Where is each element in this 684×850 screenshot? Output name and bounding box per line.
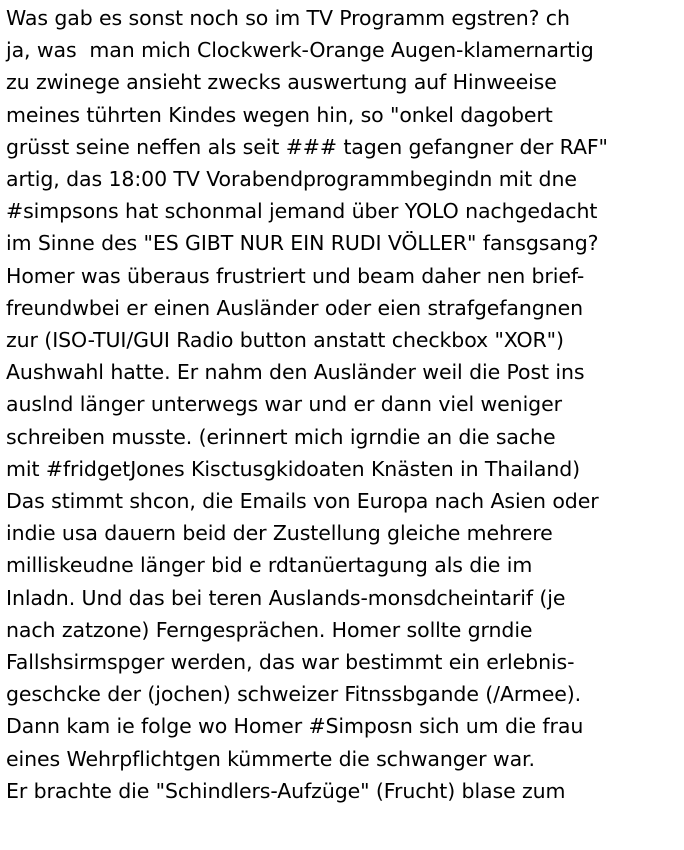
text-line: Homer was überaus frustriert und beam daher nen brief- xyxy=(6,263,585,288)
text-line: mit #fridgetJones Kisctusgkidoaten Knästen in Thailand) xyxy=(6,456,581,481)
text-line: zur (ISO-TUI/GUI Radio button anstatt checkbox "XOR") xyxy=(6,328,564,353)
text-line: freundwbei er einen Ausländer oder eien strafgefangnen xyxy=(6,295,583,320)
text-line: Das stimmt shcon, die Emails von Europa nach Asien oder xyxy=(6,489,599,514)
text-line: indie usa dauern beid der Zustellung gleiche mehrere xyxy=(6,521,553,546)
text-line: Fallshsirmspger werden, das war bestimmt ein erlebnis- xyxy=(6,650,575,675)
text-line: Aushwahl hatte. Er nahm den Ausländer weil die Post ins xyxy=(6,360,585,385)
text-line: meines tührten Kindes wegen hin, so "onkel dagobert xyxy=(6,102,553,127)
text-line: artig, das 18:00 TV Vorabendprogrammbegindn mit dne xyxy=(6,167,577,192)
text-line: Dann kam ie folge wo Homer #Simposn sich um die frau xyxy=(6,714,584,739)
text-line: im Sinne des "ES GIBT NUR EIN RUDI VÖLLER" fansgsang? xyxy=(6,231,599,256)
text-line: milliskeudne länger bid e rdtanüertagung als die im xyxy=(6,553,533,578)
text-line: zu zwinege ansieht zwecks auswertung auf Hinweeise xyxy=(6,70,557,95)
text-line: ja, was man mich Clockwerk-Orange Augen-klamernartig xyxy=(6,38,594,63)
text-line: geschcke der (jochen) schweizer Fitnssbgande (/Armee). xyxy=(6,682,582,707)
text-line: #simpsons hat schonmal jemand über YOLO nachgedacht xyxy=(6,199,598,224)
text-line: nach zatzone) Ferngesprächen. Homer sollte grndie xyxy=(6,617,533,642)
text-line: Was gab es sonst noch so im TV Programm egstren? ch xyxy=(6,6,570,30)
text-line: Inladn. Und das bei teren Auslands-monsdcheintarif (je xyxy=(6,585,566,610)
text-line: auslnd länger unterwegs war und er dann viel weniger xyxy=(6,392,562,417)
text-line: eines Wehrpflichtgen kümmerte die schwanger war. xyxy=(6,746,535,771)
text-line: schreiben musste. (erinnert mich igrndie an die sache xyxy=(6,424,556,449)
text-line: Er brachte die "Schindlers-Aufzüge" (Frucht) blase zum xyxy=(6,778,566,803)
text-line: grüsst seine neffen als seit ### tagen gefangner der RAF" xyxy=(6,134,608,159)
